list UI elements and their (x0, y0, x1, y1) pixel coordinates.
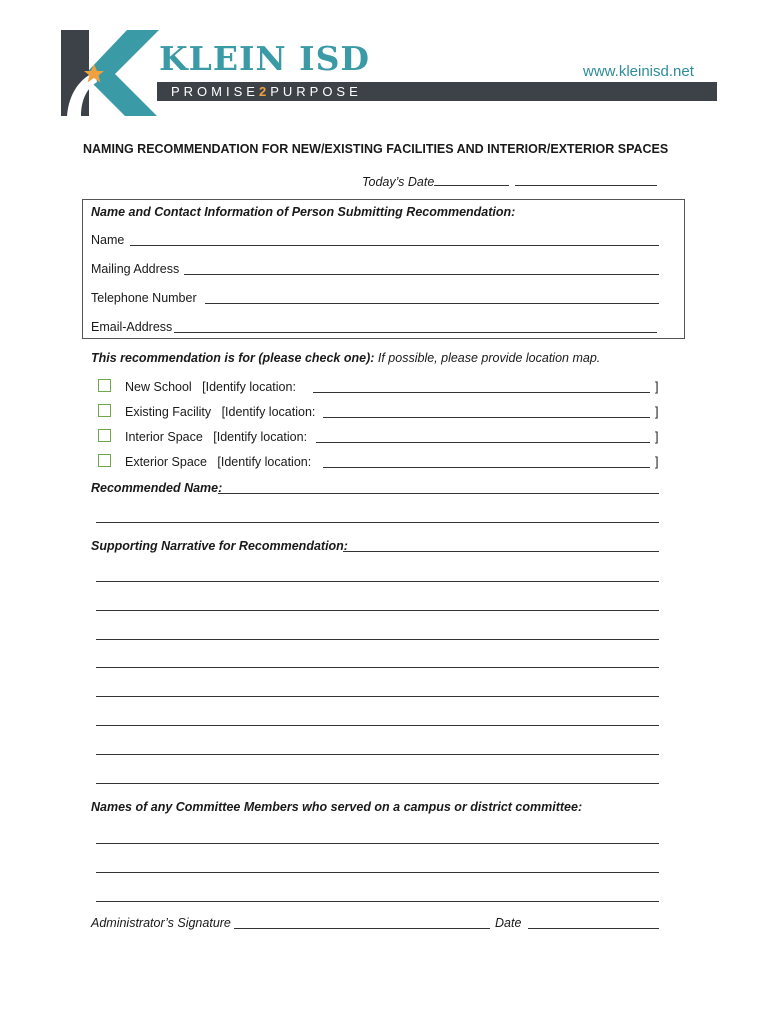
phone-row (91, 291, 197, 305)
interior-space-checkbox[interactable] (98, 429, 111, 442)
option-location-label: [Identify location: (213, 430, 308, 444)
committee-line[interactable] (96, 872, 659, 873)
existing-facility-location-field[interactable] (323, 417, 650, 418)
narrative-line[interactable] (96, 667, 659, 668)
narrative-line[interactable] (96, 783, 659, 784)
recommended-name-field[interactable] (218, 493, 659, 494)
closing-bracket: ] (655, 430, 659, 444)
email-field[interactable] (174, 332, 657, 333)
brand-tagline: PROMISE2PURPOSE (171, 84, 362, 99)
existing-facility-checkbox[interactable] (98, 404, 111, 417)
closing-bracket: ] (655, 380, 659, 394)
option-exterior-space (125, 455, 311, 469)
committee-line[interactable] (96, 843, 659, 844)
klein-isd-logo (61, 30, 717, 118)
recommended-name-field-2[interactable] (96, 522, 659, 523)
narrative-line[interactable] (96, 581, 659, 582)
contact-heading: Name and Contact Information of Person Submitting Recommendation: (91, 205, 516, 219)
signature-label: Administrator’s Signature (91, 916, 231, 930)
brand-name: KLEIN ISD (159, 39, 371, 78)
option-existing-facility (125, 405, 315, 419)
narrative-line[interactable] (96, 696, 659, 697)
narrative-field[interactable] (343, 551, 659, 552)
recommendation-heading (91, 351, 600, 365)
name-row (91, 233, 124, 247)
committee-label: Names of any Committee Members who served on a campus or district committee: (91, 800, 583, 814)
option-label: Existing Facility (125, 405, 212, 419)
email-row (91, 320, 172, 334)
option-interior-space (125, 430, 307, 444)
name-field[interactable] (130, 245, 659, 246)
telephone-field[interactable] (205, 303, 659, 304)
interior-space-location-field[interactable] (316, 442, 650, 443)
todays-date-field-2[interactable] (515, 173, 657, 186)
mailing-row (91, 262, 179, 276)
option-location-label: [Identify location: (202, 380, 296, 394)
option-label: Interior Space (125, 430, 203, 444)
tagline-bar (157, 82, 717, 101)
new-school-checkbox[interactable] (98, 379, 111, 392)
todays-date-row (362, 173, 657, 189)
signature-date-field[interactable] (528, 928, 659, 929)
recommended-name-label: Recommended Name: (91, 481, 223, 495)
option-location-label: [Identify location: (221, 405, 316, 419)
brand-url[interactable]: www.kleinisd.net (583, 63, 694, 80)
klein-k-logo-icon (61, 30, 159, 116)
new-school-location-field[interactable] (313, 392, 650, 393)
narrative-line[interactable] (96, 610, 659, 611)
narrative-line[interactable] (96, 754, 659, 755)
option-new-school (125, 380, 296, 394)
recommendation-bold: This recommendation is for (please check one): (91, 351, 375, 365)
phone-label: Telephone Number (91, 291, 197, 305)
narrative-line[interactable] (96, 639, 659, 640)
name-label: Name (91, 233, 125, 247)
todays-date-label: Today’s Date (362, 175, 435, 189)
signature-date-label: Date (495, 916, 522, 930)
option-location-label: [Identify location: (217, 455, 312, 469)
committee-line[interactable] (96, 901, 659, 902)
option-label: Exterior Space (125, 455, 207, 469)
closing-bracket: ] (655, 455, 659, 469)
narrative-line[interactable] (96, 725, 659, 726)
mailing-label: Mailing Address (91, 262, 180, 276)
narrative-label: Supporting Narrative for Recommendation: (91, 539, 348, 553)
form-title: NAMING RECOMMENDATION FOR NEW/EXISTING FACILITIES AND INTERIOR/EXTERIOR SPACES (83, 142, 669, 156)
closing-bracket: ] (655, 405, 659, 419)
email-label: Email-Address (91, 320, 173, 334)
exterior-space-checkbox[interactable] (98, 454, 111, 467)
todays-date-field[interactable] (434, 173, 509, 186)
recommendation-note: If possible, please provide location map. (377, 351, 601, 365)
signature-field[interactable] (234, 928, 490, 929)
exterior-space-location-field[interactable] (323, 467, 650, 468)
mailing-address-field[interactable] (184, 274, 659, 275)
option-label: New School (125, 380, 192, 394)
